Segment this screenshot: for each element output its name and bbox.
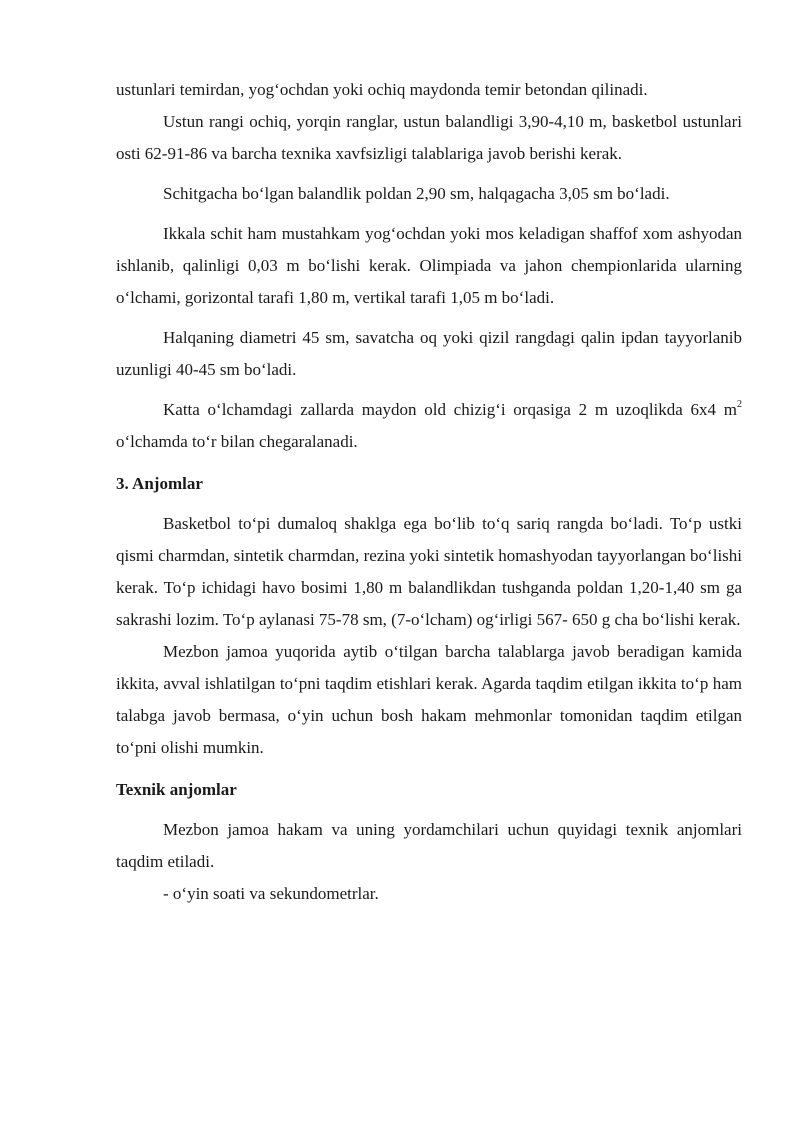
section-heading-texnik: Texnik anjomlar [116, 780, 237, 799]
paragraph-6-text-before: Katta o‘lchamdagi zallarda maydon old chizig‘i orqasiga 2 m uzoqlikda 6x4 m [163, 400, 737, 419]
paragraph-8: Mezbon jamoa yuqorida aytib o‘tilgan barcha talablarga javob beradigan kamida ikkita, avval ishlatilgan to‘pni taqdim etishlari kerak. Agarda taqdim etilgan ikkita to‘p ham talabga javob bermasa, o‘yin uchun bosh hakam mehmonlar tomonidan taqdim etilgan to‘pni olishi mumkin. [116, 642, 742, 757]
paragraph-3: Schitgacha bo‘lgan balandlik poldan 2,90 sm, halqagacha 3,05 sm bo‘ladi. [163, 184, 670, 203]
superscript-2: 2 [737, 399, 742, 411]
paragraph-1: ustunlari temirdan, yog‘ochdan yoki ochiq maydonda temir betondan qilinadi. [116, 80, 648, 99]
paragraph-7: Basketbol to‘pi dumaloq shaklga ega bo‘lib to‘q sariq rangda bo‘ladi. To‘p ustki qismi charmdan, sintetik charmdan, rezina yoki sintetik homashyodan tayyorlangan bo‘lishi kerak. To‘p ichidagi havo bosimi 1,80 m balandlikdan tushganda poldan 1,20-1,40 sm ga sakrashi lozim. To‘p aylanasi 75-78 sm, (7-o‘lcham) og‘irligi 567- 650 g cha bo‘lishi kerak. [116, 514, 742, 629]
paragraph-2: Ustun rangi ochiq, yorqin ranglar, ustun balandligi 3,90-4,10 m, basketbol ustunlari osti 62-91-86 va barcha texnika xavfsizligi talablariga javob berishi kerak. [116, 112, 742, 163]
paragraph-6-text-after: o‘lchamda to‘r bilan chegaralanadi. [116, 432, 358, 451]
paragraph-4: Ikkala schit ham mustahkam yog‘ochdan yoki mos keladigan shaffof xom ashyodan ishlanib, qalinligi 0,03 m bo‘lishi kerak. Olimpiada va jahon chempionlarida ularning o‘lchami, gorizontal tarafi 1,80 m, vertikal tarafi 1,05 m bo‘ladi. [116, 224, 742, 307]
paragraph-10: - o‘yin soati va sekundometrlar. [163, 884, 379, 903]
paragraph-9: Mezbon jamoa hakam va uning yordamchilari uchun quyidagi texnik anjomlari taqdim etiladi. [116, 820, 742, 871]
paragraph-6 [116, 394, 742, 458]
document-body [116, 74, 742, 910]
section-heading-anjomlar: 3. Anjomlar [116, 474, 203, 493]
paragraph-5: Halqaning diametri 45 sm, savatcha oq yoki qizil rangdagi qalin ipdan tayyorlanib uzunligi 40-45 sm bo‘ladi. [116, 328, 742, 379]
